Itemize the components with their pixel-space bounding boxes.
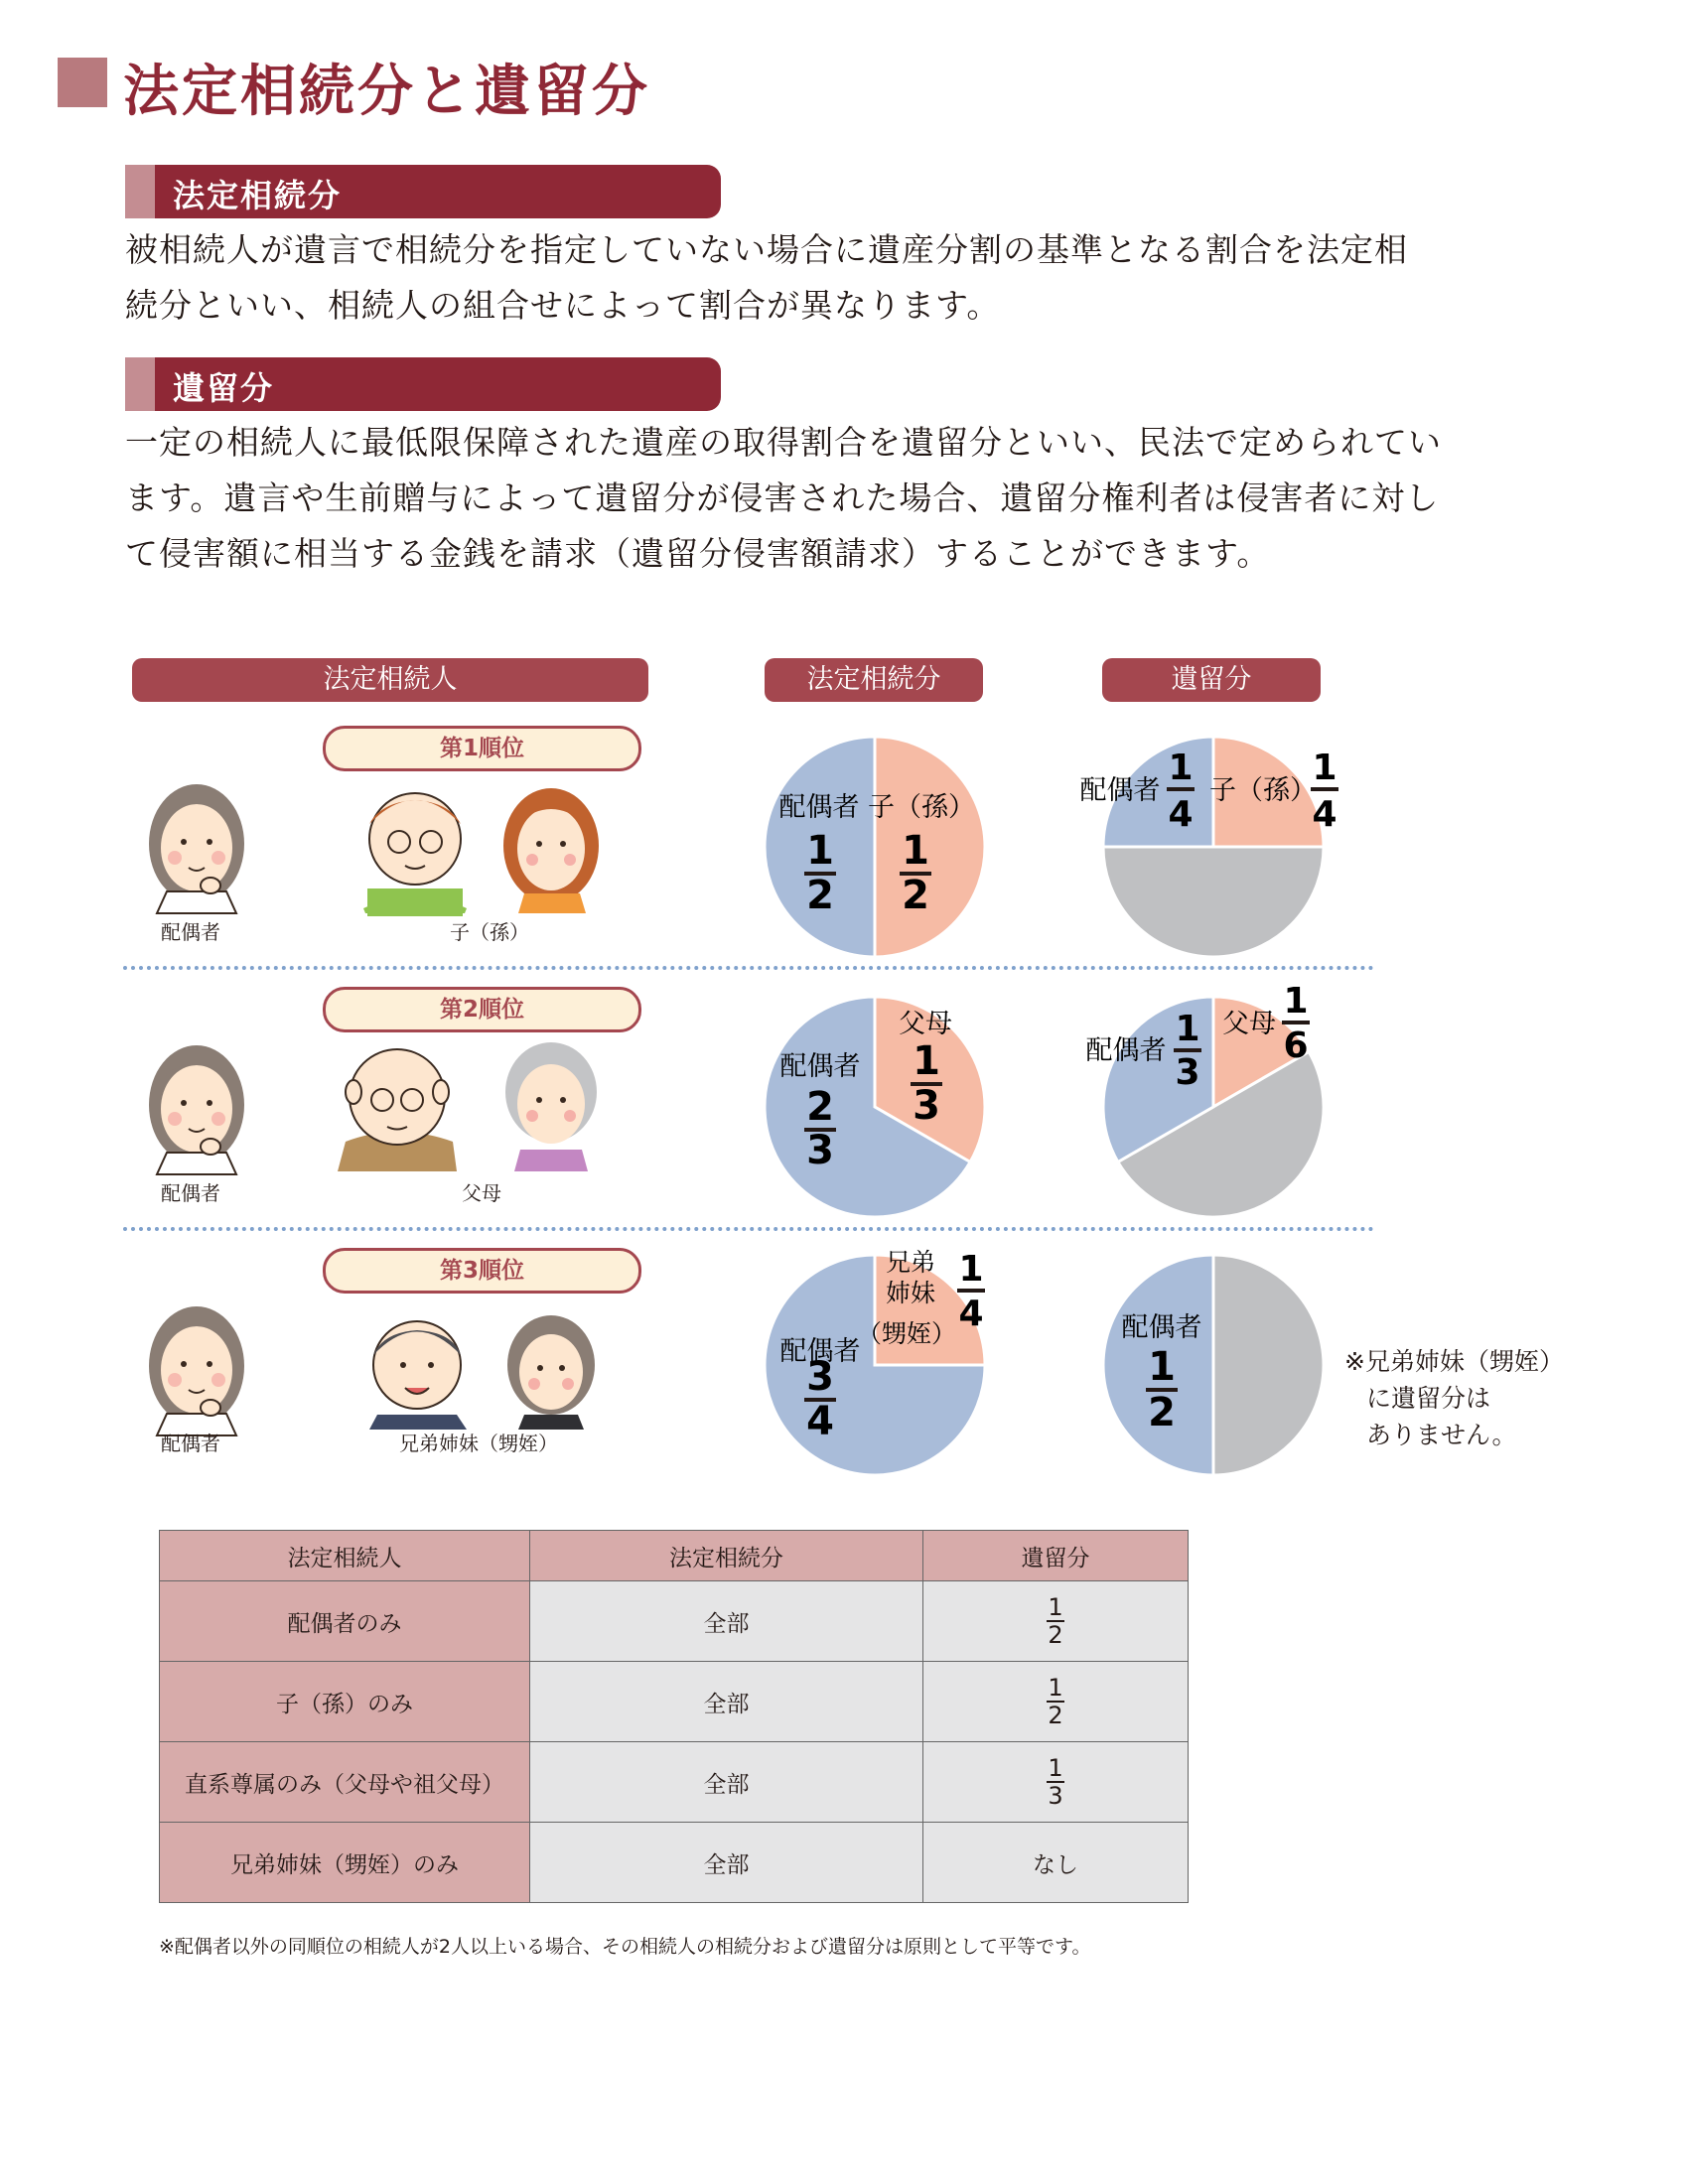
table-header-legal: 法定相続分 (530, 1531, 923, 1581)
pie-reserved-share-rank3 (1103, 1255, 1324, 1475)
caption-spouse: 配偶者 (161, 1432, 220, 1455)
paragraph-line: 続分といい、相続人の組合せによって割合が異なります。 (125, 286, 1001, 325)
column-head-heirs: 法定相続人 (132, 658, 648, 702)
fraction-denominator: 4 (958, 1294, 984, 1334)
pie-reserved-share-rank1 (1103, 737, 1324, 957)
fraction (1047, 1755, 1064, 1809)
table-header-heir: 法定相続人 (160, 1531, 530, 1581)
table-cell-heir: 兄弟姉妹（甥姪）のみ (160, 1823, 530, 1903)
column-head-legal-share: 法定相続分 (765, 658, 983, 702)
table-row (160, 1823, 1189, 1903)
sibling-female-illustration (507, 1315, 595, 1430)
pie-label-spouse: 配偶者 (1079, 775, 1161, 806)
pie-label-spouse: 配偶者 (1085, 1035, 1167, 1066)
mother-illustration (505, 1042, 597, 1171)
fraction-denominator: 3 (1175, 1052, 1200, 1093)
pie-label-spouse: 配偶者 (778, 792, 860, 823)
fraction-numerator: 3 (806, 1354, 834, 1400)
paragraph-line: ます。遺言や生前贈与によって遺留分が侵害された場合、遺留分権利者は侵害者に対し (125, 478, 1440, 517)
fraction-denominator: 6 (1283, 1025, 1309, 1066)
pie-slice-other-heirs (875, 737, 985, 957)
child-female-illustration (503, 788, 599, 913)
fraction-denominator: 2 (1048, 1620, 1063, 1649)
fraction-denominator: 2 (806, 873, 834, 918)
pie-label-parents: 父母 (1222, 1009, 1276, 1039)
pie-label-siblings: 姉妹 (885, 1279, 936, 1307)
fraction-numerator: 2 (806, 1084, 834, 1130)
fraction-denominator: 2 (902, 873, 929, 918)
pie-legal-share-rank1 (765, 737, 985, 957)
fraction-numerator: 1 (958, 1249, 984, 1290)
fraction-numerator: 1 (1148, 1344, 1176, 1390)
table-cell-reserve (923, 1581, 1189, 1662)
fraction-denominator: 3 (913, 1083, 940, 1129)
fraction-denominator: 3 (1048, 1781, 1063, 1810)
rank-badge-1: 第1順位 (323, 726, 641, 771)
fraction-numerator: 1 (913, 1038, 940, 1084)
fraction-numerator: 1 (1168, 748, 1194, 788)
fraction (1047, 1675, 1064, 1728)
caption-siblings: 兄弟姉妹（甥姪） (399, 1432, 558, 1455)
fraction-numerator: 1 (1283, 981, 1309, 1022)
pie-label-siblings: 兄弟 (885, 1248, 936, 1277)
note-line: ありません。 (1366, 1421, 1517, 1449)
fraction-denominator: 3 (806, 1128, 834, 1173)
column-head-reserved-share: 遺留分 (1102, 658, 1321, 702)
pie-label-spouse: 配偶者 (779, 1051, 861, 1082)
table-header-row (160, 1531, 1189, 1581)
sibling-male-illustration (369, 1321, 467, 1430)
spouse-illustration (149, 1306, 244, 1435)
fraction-numerator: 1 (1312, 748, 1337, 788)
fraction-numerator: 1 (1048, 1753, 1063, 1782)
fraction-numerator: 1 (1048, 1592, 1063, 1621)
fraction-denominator: 4 (1312, 794, 1337, 835)
pie-label-parents: 父母 (899, 1009, 952, 1039)
table-cell-reserve (923, 1662, 1189, 1742)
pie-slice-unreserved (1103, 847, 1324, 957)
page-title: 法定相続分と遺留分 (123, 60, 650, 124)
fraction-numerator: 1 (902, 828, 929, 874)
fraction-numerator: 1 (806, 828, 834, 874)
father-illustration (338, 1049, 457, 1171)
pie-label-child: 子（孫） (1209, 775, 1317, 806)
footnote: ※配偶者以外の同順位の相続人が2人以上いる場合、その相続人の相続分および遺留分は原則として平等です。 (159, 1936, 1091, 1958)
pie-label-spouse: 配偶者 (1121, 1312, 1202, 1343)
caption-spouse: 配偶者 (161, 920, 220, 944)
fraction-denominator: 4 (806, 1399, 834, 1444)
table-cell-heir: 配偶者のみ (160, 1581, 530, 1662)
fraction (1047, 1594, 1064, 1648)
table-cell-reserve (923, 1742, 1189, 1823)
caption-child: 子（孫） (450, 920, 529, 944)
rank-badge-3: 第3順位 (323, 1248, 641, 1294)
rank-badge-2: 第2順位 (323, 987, 641, 1032)
table-row (160, 1742, 1189, 1823)
summary-table (159, 1530, 1189, 1903)
pie-label-siblings: （甥姪） (856, 1319, 957, 1348)
spouse-illustration (149, 1045, 244, 1174)
table-cell-reserve: なし (923, 1823, 1189, 1903)
spouse-illustration (149, 784, 244, 913)
fraction-numerator: 1 (1175, 1009, 1200, 1049)
table-cell-heir: 直系尊属のみ（父母や祖父母） (160, 1742, 530, 1823)
table-cell-legal: 全部 (530, 1581, 923, 1662)
table-cell-legal: 全部 (530, 1662, 923, 1742)
child-male-illustration (363, 793, 467, 916)
section-heading-label: 遺留分 (173, 369, 275, 407)
table-row (160, 1662, 1189, 1742)
pie-label-spouse: 配偶者 (779, 1336, 861, 1367)
paragraph-line: て侵害額に相当する金銭を請求（遺留分侵害額請求）することができます。 (125, 534, 1271, 573)
fraction-denominator: 2 (1148, 1390, 1176, 1435)
caption-spouse: 配偶者 (161, 1181, 220, 1205)
no-reserved-share-note (1344, 1343, 1564, 1453)
section-heading-label: 法定相続分 (173, 177, 343, 214)
pie-label-child: 子（孫） (868, 792, 975, 823)
paragraph-line: 被相続人が遺言で相続分を指定していない場合に遺産分割の基準となる割合を法定相 (125, 230, 1408, 269)
paragraph-line: 一定の相続人に最低限保障された遺産の取得割合を遺留分といい、民法で定められてい (125, 423, 1442, 462)
fraction-denominator: 2 (1048, 1701, 1063, 1729)
fraction-numerator: 1 (1048, 1673, 1063, 1702)
note-line: ※兄弟姉妹（甥姪） (1344, 1347, 1564, 1376)
fraction-denominator: 4 (1168, 794, 1194, 835)
table-row (160, 1581, 1189, 1662)
caption-parents: 父母 (462, 1181, 501, 1205)
table-cell-legal: 全部 (530, 1742, 923, 1823)
table-cell-legal: 全部 (530, 1823, 923, 1903)
table-header-reserve: 遺留分 (923, 1531, 1189, 1581)
note-line: に遺留分は (1366, 1384, 1491, 1413)
table-cell-heir: 子（孫）のみ (160, 1662, 530, 1742)
pie-slice-unreserved (1213, 1255, 1324, 1475)
